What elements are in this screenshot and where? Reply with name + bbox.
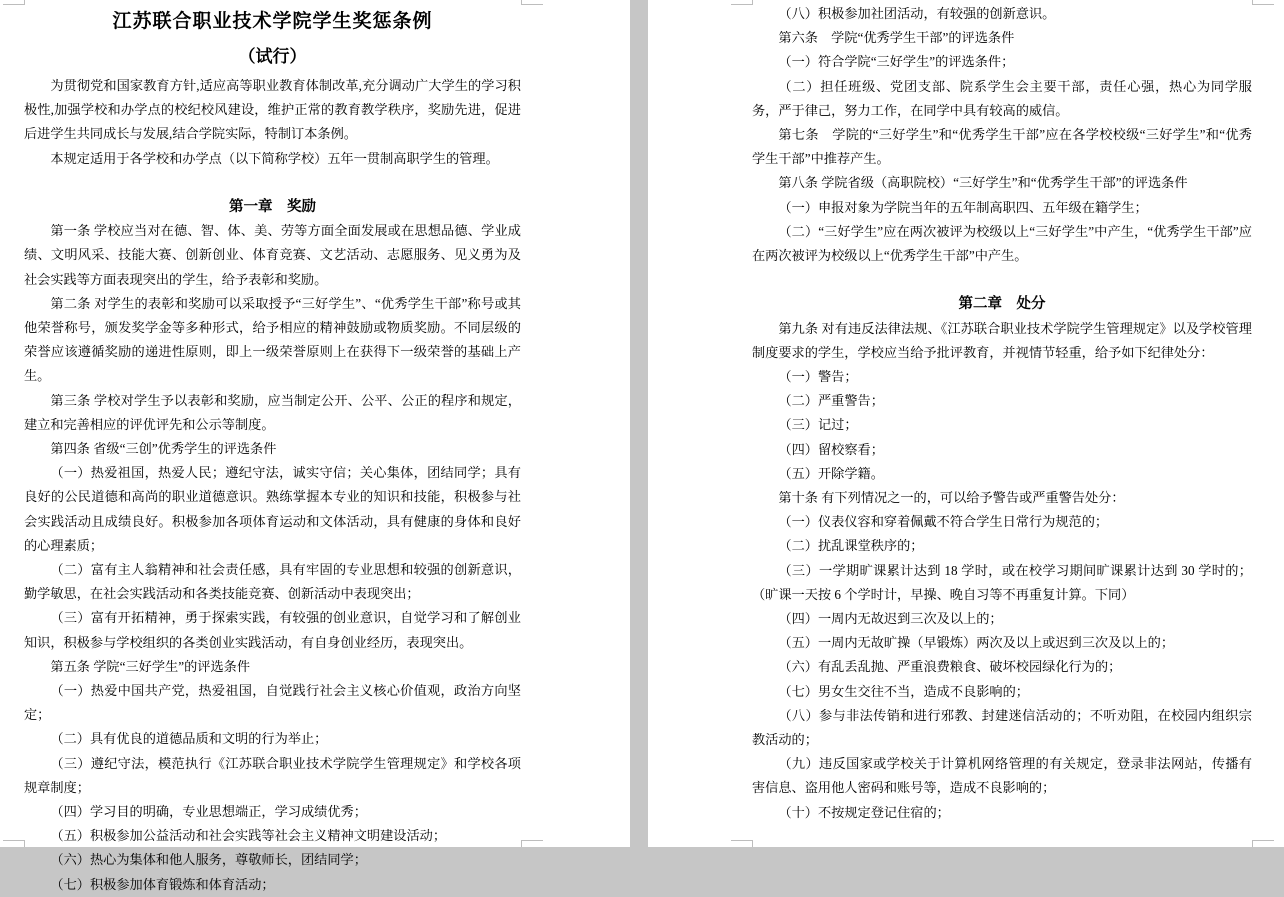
paragraph: （一）符合学院“三好学生”的评选条件； — [778, 54, 1015, 70]
paragraph: （一）热爱祖国，热爱人民；遵纪守法，诚实守信；关心集体，团结同学；具有良好的公民道德和高尚的职业道德意识。熟练掌握本专业的知识和技能，积极参与社会实践活动且成绩良好。积极参加各项体育运动和文体活动，具有健康的身体和良好的心理素质； — [24, 465, 521, 553]
crop-mark-page2-top-right — [1252, 0, 1274, 5]
crop-mark-page1-bottom-right — [521, 840, 543, 847]
page-2-body-top — [752, 2, 1252, 268]
paragraph: （三）遵纪守法，模范执行《江苏联合职业技术学院学生管理规定》和学校各项规章制度； — [24, 755, 521, 795]
paragraph: （二）富有主人翁精神和社会责任感，具有牢固的专业思想和较强的创新意识，勤学敏思，在社会实践活动和各类技能竞赛、创新活动中表现突出； — [24, 562, 521, 602]
paragraph: （二）具有优良的道德品质和文明的行为举止； — [50, 731, 328, 747]
page-2-text-area — [752, 2, 1252, 825]
paragraph: 为贯彻党和国家教育方针,适应高等职业教育体制改革,充分调动广大学生的学习积极性,加强学校和办学点的校纪校风建设，维护正常的教育教学秩序，奖励先进，促进后进学生共同成长与发展,结合学院实际，特制订本条例。 — [24, 78, 521, 142]
page-2 — [648, 0, 1284, 847]
paragraph: （六）有乱丢乱抛、严重浪费粮食、破坏校园绿化行为的； — [778, 659, 1122, 675]
paragraph: （四）留校察看； — [778, 441, 884, 457]
page-1 — [0, 0, 630, 892]
paragraph: （八）积极参加社团活动，有较强的创新意识。 — [778, 6, 1056, 21]
paragraph: 第六条 学院“优秀学生干部”的评选条件 — [778, 30, 1015, 46]
paragraph: （二）担任班级、党团支部、院系学生会主要干部，责任心强，热心为同学服务，严于律己，努力工作，在同学中具有较高的威信。 — [752, 78, 1252, 118]
paragraph: 第九条 对有违反法律法规、《江苏联合职业技术学院学生管理规定》以及学校管理制度要求的学生，学校应当给予批评教育，并视情节轻重，给予如下纪律处分： — [752, 320, 1252, 360]
paragraph: 本规定适用于各学校和办学点（以下简称学校）五年一贯制高职学生的管理。 — [50, 150, 499, 166]
paragraph: 第十条 有下列情况之一的，可以给予警告或严重警告处分： — [778, 490, 1125, 506]
paragraph: （三）记过； — [778, 417, 858, 433]
chapter-2-heading: 第二章 处分 — [958, 296, 1046, 313]
paragraph: 第一条 学校应当对在德、智、体、美、劳等方面全面发展或在思想品德、学业成绩、文明风采、技能大赛、创新创业、体育竞赛、文艺活动、志愿服务、见义勇为及社会实践等方面表现突出的学生，给予表彰和奖励。 — [24, 223, 521, 287]
paragraph: 第四条 省级“三创”优秀学生的评选条件 — [50, 441, 277, 457]
page-1-body — [24, 219, 521, 897]
paragraph: （二）扰乱课堂秩序的； — [778, 538, 924, 554]
crop-mark-page1-bottom-left — [3, 840, 25, 847]
document-title: 江苏联合职业技术学院学生奖惩条例 — [112, 11, 433, 32]
paragraph: 第五条 学院“三好学生”的评选条件 — [50, 658, 251, 674]
paragraph: （十）不按规定登记住宿的； — [778, 804, 950, 820]
paragraph: （三）富有开拓精神，勇于探索实践，有较强的创业意识，自觉学习和了解创业知识，积极参与学校组织的各类创业实践活动，有自身创业经历，表现突出。 — [24, 610, 521, 650]
paragraph: （一）仪表仪容和穿着佩戴不符合学生日常行为规范的； — [778, 514, 1109, 530]
paragraph: （二）严重警告； — [778, 393, 884, 409]
document-subtitle: （试行） — [238, 47, 307, 66]
crop-mark-page2-bottom-left — [731, 840, 753, 847]
paragraph: （一）警告； — [778, 369, 858, 385]
paragraph: 第七条 学院的“三好学生”和“优秀学生干部”应在各学校校级“三好学生”和“优秀学生干部”中推荐产生。 — [752, 127, 1252, 167]
paragraph: （五）积极参加公益活动和社会实践等社会主义精神文明建设活动； — [50, 828, 447, 844]
crop-mark-page2-top-left — [731, 0, 753, 5]
page-1-text-area — [24, 4, 521, 897]
paragraph: （四）一周内无故迟到三次及以上的； — [778, 611, 1003, 627]
paragraph: （二）“三好学生”应在两次被评为校级以上“三好学生”中产生，“优秀学生干部”应在两次被评为校级以上“优秀学生干部”中产生。 — [752, 223, 1252, 264]
crop-mark-page1-top-right — [521, 0, 543, 5]
paragraph: （七）男女生交往不当，造成不良影响的； — [778, 683, 1029, 699]
paragraph: （九）违反国家或学校关于计算机网络管理的有关规定，登录非法网站，传播有害信息、盗用他人密码和账号等，造成不良影响的； — [752, 756, 1252, 796]
paragraph: （七）积极参加体育锻炼和体育活动； — [50, 876, 275, 892]
crop-mark-page2-bottom-right — [1252, 840, 1274, 847]
chapter-1-heading: 第一章 奖励 — [229, 199, 316, 215]
paragraph: （一）热爱中国共产党，热爱祖国，自觉践行社会主义核心价值观，政治方向坚定； — [24, 683, 521, 723]
paragraph: 第三条 学校对学生予以表彰和奖励，应当制定公开、公平、公正的程序和规定，建立和完善相应的评优评先和公示等制度。 — [24, 392, 521, 432]
paragraph: （五）一周内无故旷操（早锻炼）两次及以上或迟到三次及以上的； — [778, 635, 1175, 651]
paragraph: （四）学习目的明确，专业思想端正，学习成绩优秀； — [50, 804, 367, 820]
paragraph: 第八条 学院省级（高职院校）“三好学生”和“优秀学生干部”的评选条件 — [778, 175, 1188, 191]
page-2-body-bottom — [752, 317, 1252, 825]
paragraph: 第二条 对学生的表彰和奖励可以采取授予“三好学生”、“优秀学生干部”称号或其他荣誉称号，颁发奖学金等多种形式，给予相应的精神鼓励或物质奖励。不同层级的荣誉应该遵循奖励的递进性原则，即上一级荣誉原则上在获得下一级荣誉的基础上产生。 — [24, 295, 521, 384]
paragraph: （六）热心为集体和他人服务，尊敬师长，团结同学； — [50, 852, 367, 868]
page-gutter — [630, 0, 648, 847]
paragraph: （一）申报对象为学院当年的五年制高职四、五年级在籍学生； — [778, 199, 1148, 215]
page-1-intro — [24, 74, 521, 171]
paragraph: （五）开除学籍。 — [778, 465, 884, 481]
paragraph: （三）一学期旷课累计达到 18 学时，或在校学习期间旷课累计达到 30 学时的；（旷课一天按 6 个学时计，早操、晚自习等不再重复计算。下同） — [752, 562, 1252, 602]
paragraph: （八）参与非法传销和进行邪教、封建迷信活动的；不听劝阻，在校园内组织宗教活动的； — [752, 707, 1252, 748]
crop-mark-page1-top-left — [3, 0, 25, 5]
